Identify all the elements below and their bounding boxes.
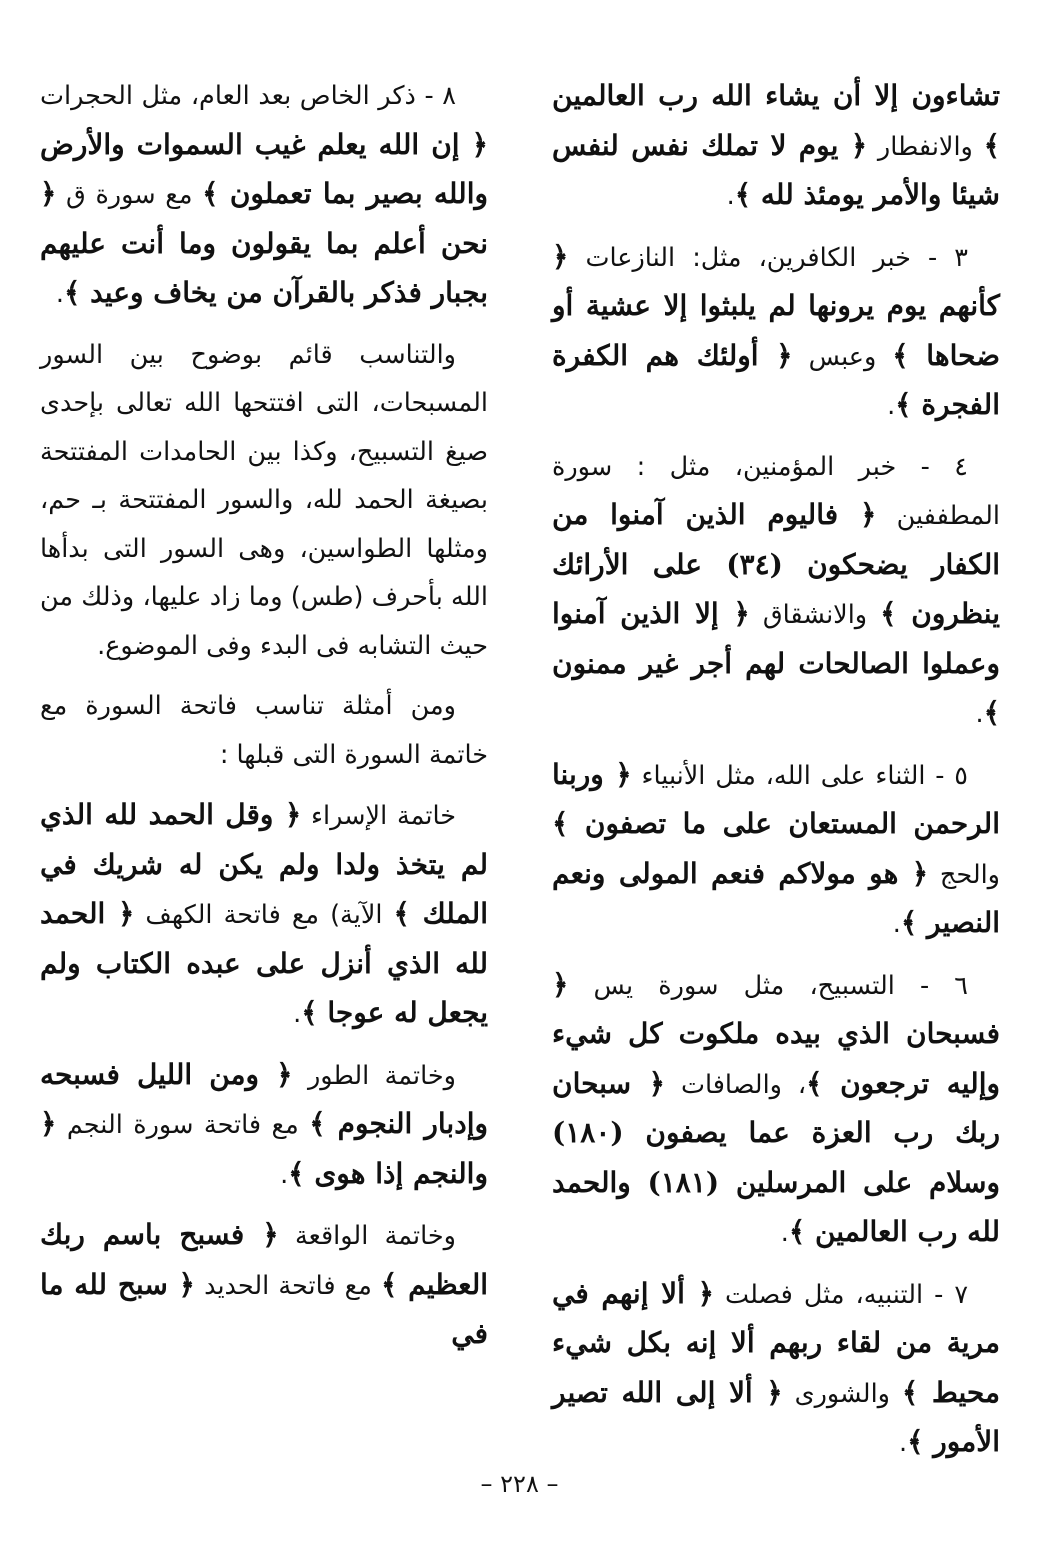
paragraph xyxy=(552,233,1000,431)
body-text: . xyxy=(293,999,302,1029)
quran-verse: ﴿ إن الله يعلم غيب السموات والأرض والله بصير بما تعملون ﴾ xyxy=(40,127,488,210)
body-text: والشورى xyxy=(782,1378,902,1409)
quran-verse: ﴿ أولئك هم الكفرة الفجرة ﴾ xyxy=(552,338,1000,421)
quran-verse: ﴿ سبح لله ما في xyxy=(40,1267,488,1350)
quran-verse: ﴿ سبحان ربك رب العزة عما يصفون (١٨٠) وسلام على المرسلين (١٨١) والحمد لله رب العالمين ﴾ xyxy=(552,1066,1000,1248)
body-text: مع فاتحة الحديد xyxy=(194,1270,381,1301)
quran-verse: ﴿ إلا الذين آمنوا وعملوا الصالحات لهم أجر غير ممنون ﴾ xyxy=(552,597,1000,729)
paragraph xyxy=(40,791,488,1039)
quran-verse: ﴿ الحمد لله الذي أنزل على عبده الكتاب ولم يجعل له عوجا ﴾ xyxy=(40,897,488,1029)
paragraph xyxy=(552,751,1000,949)
body-text: وعبس xyxy=(792,341,893,372)
paragraph xyxy=(40,1051,488,1200)
body-text: الآية) مع فاتحة الكهف xyxy=(134,900,394,930)
body-text: وخاتمة الواقعة xyxy=(278,1221,456,1251)
body-text: ٨ - ذكر الخاص بعد العام، مثل الحجرات xyxy=(40,81,456,111)
quran-verse: ﴿ نحن أعلم بما يقولون وما أنت عليهم بجبار فذكر بالقرآن من يخاف وعيد ﴾ xyxy=(40,177,488,309)
quran-verse: تشاءون إلا أن يشاء الله رب العالمين ﴾ xyxy=(552,79,1000,162)
paragraph xyxy=(552,961,1000,1258)
body-text: ومن أمثلة تناسب فاتحة السورة مع خاتمة السورة التى قبلها : xyxy=(40,691,488,770)
paragraph xyxy=(40,1211,488,1360)
page-number: – ٢٢٨ – xyxy=(480,1470,559,1498)
body-text: ٣ - خبر الكافرين، مثل: النازعات xyxy=(568,242,968,273)
body-text: والانفطار xyxy=(867,131,984,162)
body-text: والتناسب قائم بوضوح بين السور المسبحات، التى افتتحها الله تعالى بإحدى صيغ التسبيح، وكذا بين الحامدات المفتتحة بصيغة الحمد لله، والسور المفتتحة بـ حم، ومثلها الطواسين، وهى السور التى بدأها الله بأحرف (طس) وما زاد عليها، وذلك من حيث التشابه فى البدء وفى الموضوع. xyxy=(40,339,488,661)
book-page xyxy=(40,72,1000,1482)
body-text: . xyxy=(55,279,64,309)
paragraph xyxy=(552,443,1000,739)
quran-verse: ﴿ فاليوم الذين آمنوا من الكفار يضحكون (٣٤) على الأرائك ينظرون ﴾ xyxy=(552,498,1001,630)
quran-verse: ﴿ والنجم إذا هوى ﴾ xyxy=(40,1107,488,1190)
paragraph xyxy=(552,1270,1000,1468)
body-text: ٦ - التسبيح، مثل سورة يس xyxy=(568,970,968,1001)
body-text: مع سورة ق xyxy=(56,180,203,210)
right-column xyxy=(552,72,1000,1482)
body-text: . xyxy=(726,181,735,211)
body-text: والانشقاق xyxy=(749,600,881,630)
body-text: وخاتمة الطور xyxy=(292,1060,456,1091)
quran-verse: ﴿ ألا إلى الله تصير الأمور ﴾ xyxy=(552,1375,1000,1458)
paragraph xyxy=(552,72,1000,221)
body-text: ٤ - خبر المؤمنين، مثل : سورة المطففين xyxy=(552,451,1000,531)
paragraph xyxy=(40,682,488,779)
body-text: . xyxy=(899,1428,908,1458)
quran-verse: ﴿ وربنا الرحمن المستعان على ما تصفون ﴾ xyxy=(552,757,1000,840)
body-text: . xyxy=(280,1159,289,1190)
body-text: . xyxy=(887,391,896,421)
paragraph xyxy=(40,331,488,671)
left-column xyxy=(40,72,488,1482)
paragraph xyxy=(40,72,488,319)
quran-verse: ﴿ هو مولاكم فنعم المولى ونعم النصير ﴾ xyxy=(552,856,1000,939)
body-text: والحج xyxy=(928,859,1000,890)
quran-verse: ﴿ يوم لا تملك نفس لنفس شيئا والأمر يومئذ لله ﴾ xyxy=(552,128,1000,211)
quran-verse: ﴿ فسبح باسم ربك العظيم ﴾ xyxy=(40,1218,489,1301)
quran-verse: ﴿ كأنهم يوم يرونها لم يلبثوا إلا عشية أو ضحاها ﴾ xyxy=(552,239,1000,372)
body-text: . xyxy=(780,1218,789,1248)
quran-verse: ﴿ فسبحان الذي بيده ملكوت كل شيء وإليه ترجعون ﴾ xyxy=(552,967,1001,1100)
body-text: ٧ - التنبيه، مثل فصلت xyxy=(714,1279,969,1310)
body-text: . xyxy=(892,909,901,939)
body-text: ، والصافات xyxy=(665,1069,807,1100)
quran-verse: ﴿ وقل الحمد لله الذي لم يتخذ ولدا ولم يكن له شريك في الملك ﴾ xyxy=(40,798,488,930)
quran-verse: ﴿ ألا إنهم في مرية من لقاء ربهم ألا إنه بكل شيء محيط ﴾ xyxy=(552,1276,1000,1409)
body-text: ٥ - الثناء على الله، مثل الأنبياء xyxy=(631,760,968,791)
body-text: خاتمة الإسراء xyxy=(301,801,456,831)
body-text: . xyxy=(975,699,984,729)
body-text: مع فاتحة سورة النجم xyxy=(56,1110,310,1140)
quran-verse: ﴿ ومن الليل فسبحه وإدبار النجوم ﴾ xyxy=(40,1057,488,1140)
